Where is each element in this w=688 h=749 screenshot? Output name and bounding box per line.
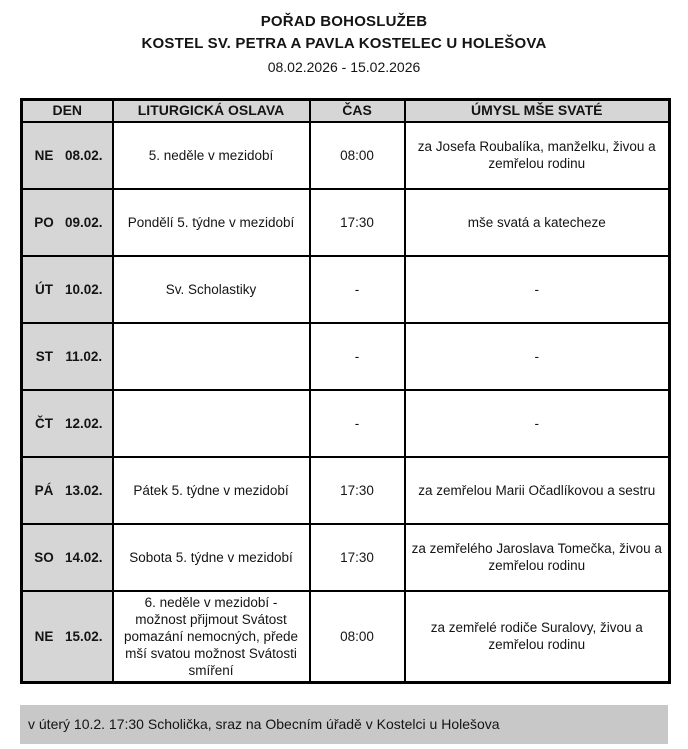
intention-cell: za Josefa Roubalíka, manželku, živou a zemřelou rodinu: [405, 122, 670, 189]
time-cell: 17:30: [310, 189, 405, 256]
day-abbr: PO: [34, 214, 54, 230]
celebration-cell: Sobota 5. týdne v mezidobí: [113, 524, 310, 591]
day-cell: [22, 256, 113, 323]
intention-cell: za zemřelého Jaroslava Tomečka, živou a zemřelou rodinu: [405, 524, 670, 591]
table-row: [22, 122, 670, 189]
day-cell: [22, 591, 113, 683]
celebration-cell: [113, 323, 310, 390]
time-cell: -: [310, 390, 405, 457]
celebration-cell: 5. neděle v mezidobí: [113, 122, 310, 189]
day-date: 13.02.: [64, 482, 103, 498]
day-date: 14.02.: [64, 549, 103, 565]
intention-cell: za zemřelé rodiče Suralovy, živou a zemřelou rodinu: [405, 591, 670, 683]
intention-cell: -: [405, 256, 670, 323]
day-abbr: ST: [35, 348, 53, 364]
celebration-cell: Pátek 5. týdne v mezidobí: [113, 457, 310, 524]
day-abbr: PÁ: [34, 482, 54, 498]
celebration-cell: 6. neděle v mezidobí - možnost přijmout Svátost pomazání nemocných, přede mší svatou možnost Svátosti smíření: [113, 591, 310, 683]
column-header-umysl: ÚMYSL MŠE SVATÉ: [405, 100, 670, 122]
time-cell: 17:30: [310, 524, 405, 591]
table-row: [22, 591, 670, 683]
day-abbr: NE: [34, 628, 54, 644]
intention-cell: za zemřelou Marii Očadlíkovou a sestru: [405, 457, 670, 524]
day-date: 12.02.: [64, 415, 103, 431]
intention-cell: -: [405, 390, 670, 457]
church-name: KOSTEL SV. PETRA A PAVLA KOSTELEC U HOLEŠOVA: [141, 35, 547, 52]
page-title: POŘAD BOHOSLUŽEB: [260, 13, 428, 30]
day-cell: [22, 189, 113, 256]
day-date: 15.02.: [64, 628, 103, 644]
celebration-cell: Sv. Scholastiky: [113, 256, 310, 323]
day-date: 11.02.: [65, 348, 103, 364]
day-abbr: NE: [34, 147, 54, 163]
celebration-cell: Pondělí 5. týdne v mezidobí: [113, 189, 310, 256]
day-cell: [22, 457, 113, 524]
day-abbr: ČT: [34, 415, 53, 431]
footer-note: [20, 705, 668, 744]
time-cell: 08:00: [310, 591, 405, 683]
table-row: [22, 457, 670, 524]
table-row: [22, 524, 670, 591]
celebration-cell: [113, 390, 310, 457]
header-row: [22, 100, 670, 122]
title-block: [0, 0, 688, 76]
time-cell: 08:00: [310, 122, 405, 189]
day-cell: [22, 122, 113, 189]
table-row: [22, 323, 670, 390]
table-row: [22, 390, 670, 457]
intention-cell: -: [405, 323, 670, 390]
time-cell: -: [310, 323, 405, 390]
column-header-liturgicka-oslava: LITURGICKÁ OSLAVA: [113, 100, 310, 122]
footer-note-text: v úterý 10.2. 17:30 Scholička, sraz na Obecním úřadě v Kostelci u Holešova: [28, 716, 500, 732]
day-date: 10.02.: [64, 281, 103, 297]
day-cell: [22, 524, 113, 591]
date-range: 08.02.2026 - 15.02.2026: [267, 59, 421, 75]
column-header-cas: ČAS: [310, 100, 405, 122]
time-cell: -: [310, 256, 405, 323]
column-header-den: DEN: [22, 100, 113, 122]
day-date: 09.02.: [64, 214, 103, 230]
day-abbr: SO: [34, 549, 54, 565]
day-cell: [22, 390, 113, 457]
table-row: [22, 189, 670, 256]
time-cell: 17:30: [310, 457, 405, 524]
intention-cell: mše svatá a katecheze: [405, 189, 670, 256]
day-cell: [22, 323, 113, 390]
schedule-table: [20, 98, 671, 684]
day-abbr: ÚT: [34, 281, 53, 297]
table-row: [22, 256, 670, 323]
day-date: 08.02.: [64, 147, 103, 163]
